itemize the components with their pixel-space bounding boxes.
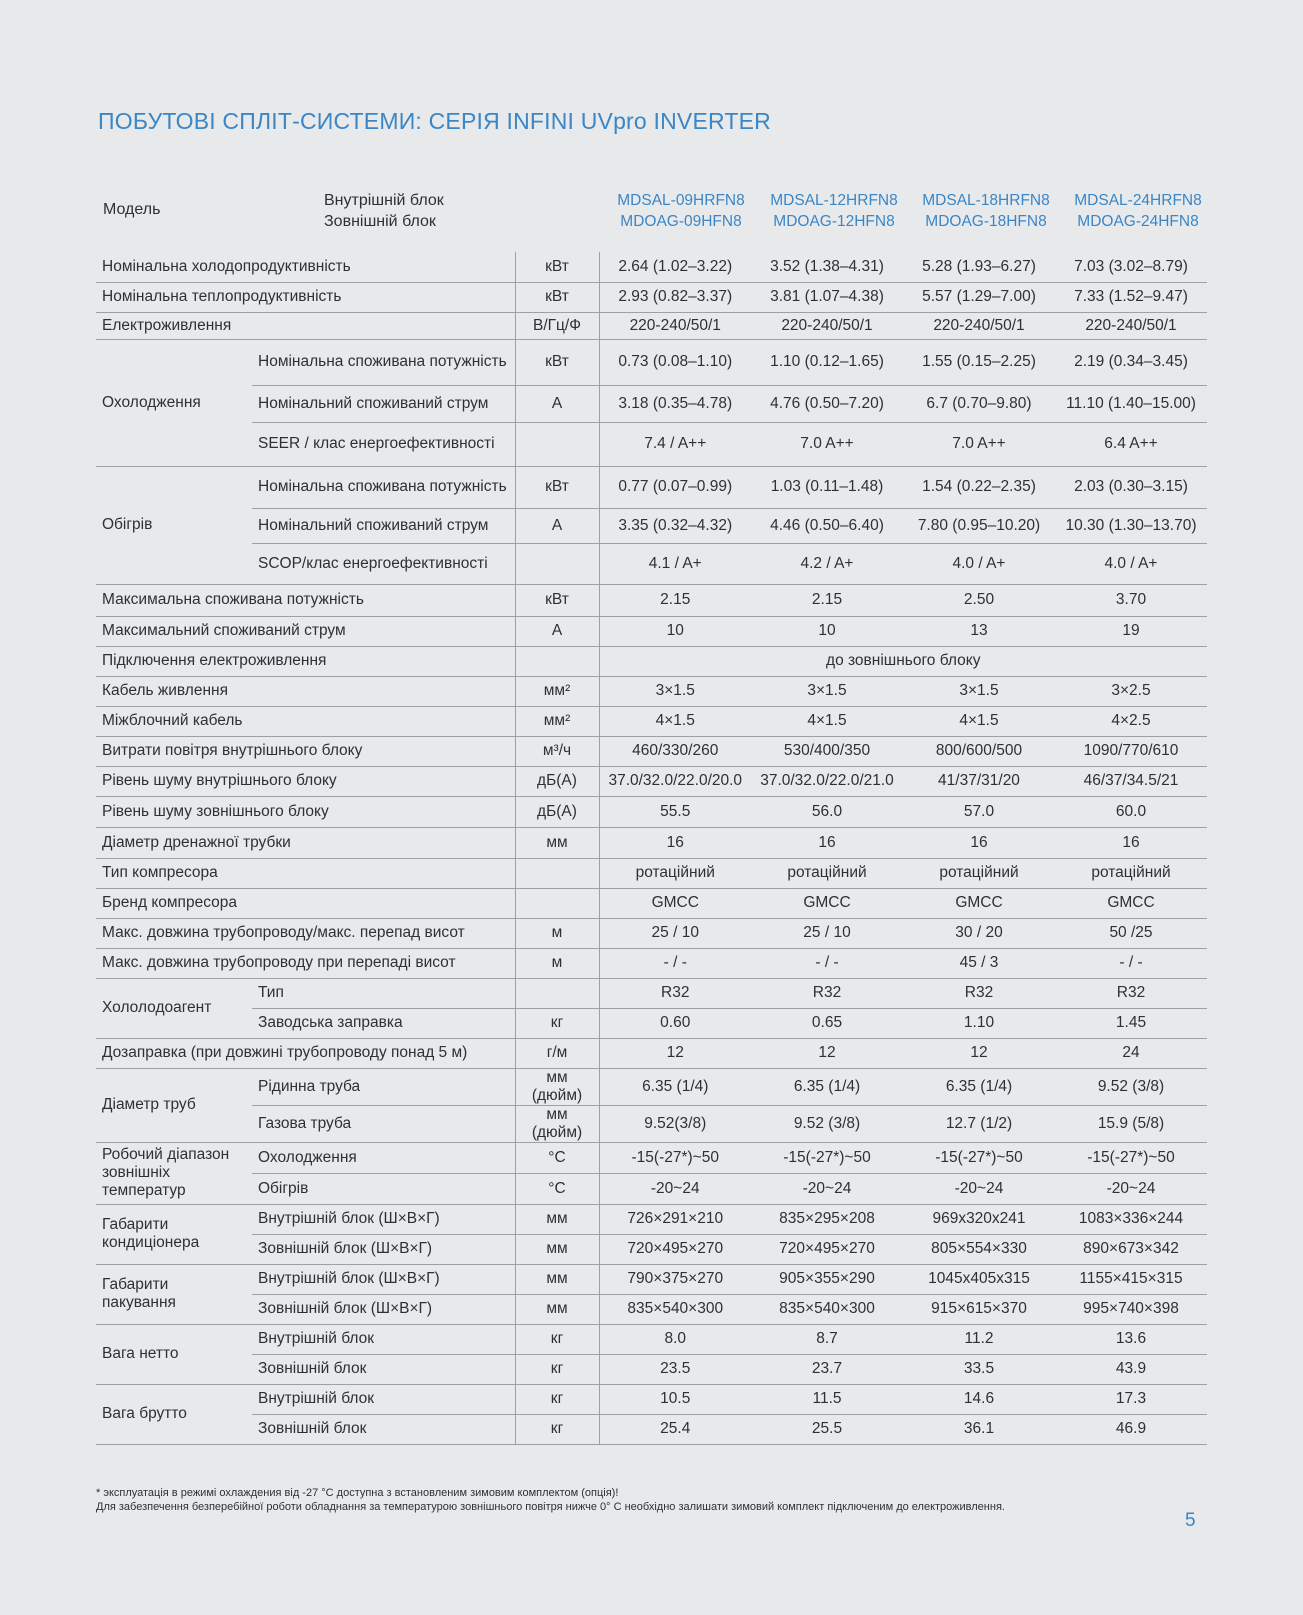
unit-labels xyxy=(324,190,444,232)
value-cell: GMCC xyxy=(1055,888,1207,918)
row-label: Внутрішній блок xyxy=(252,1324,515,1354)
value-cell: 14.6 xyxy=(903,1384,1055,1414)
row-label: Номінальна теплопродуктивність xyxy=(96,282,515,312)
value-cell: 16 xyxy=(599,827,751,858)
value-cell: 6.7 (0.70–9.80) xyxy=(903,385,1055,422)
value-cell: 915×615×370 xyxy=(903,1294,1055,1324)
value-cell: 7.0 A++ xyxy=(903,422,1055,466)
row-label: Внутрішній блок (Ш×В×Г) xyxy=(252,1264,515,1294)
table-row xyxy=(96,978,1207,1008)
unit-cell: кг xyxy=(515,1414,599,1444)
value-cell: -20~24 xyxy=(751,1173,903,1204)
value-cell: 2.50 xyxy=(903,584,1055,616)
value-cell: 1090/770/610 xyxy=(1055,736,1207,766)
value-cell: 11.10 (1.40–15.00) xyxy=(1055,385,1207,422)
value-cell: ротаційний xyxy=(751,858,903,888)
value-cell: 16 xyxy=(751,827,903,858)
value-cell: 2.03 (0.30–3.15) xyxy=(1055,466,1207,508)
table-row xyxy=(96,543,1207,584)
value-cell: 11.5 xyxy=(751,1384,903,1414)
value-cell: 46/37/34.5/21 xyxy=(1055,766,1207,796)
row-label: Витрати повітря внутрішнього блоку xyxy=(96,736,515,766)
value-cell: 7.80 (0.95–10.20) xyxy=(903,508,1055,543)
unit-cell xyxy=(515,543,599,584)
unit-cell: кВт xyxy=(515,466,599,508)
value-cell: -15(-27*)~50 xyxy=(1055,1142,1207,1173)
unit-cell xyxy=(515,888,599,918)
value-cell: 23.7 xyxy=(751,1354,903,1384)
value-cell: 1.10 xyxy=(903,1008,1055,1038)
value-cell: 5.28 (1.93–6.27) xyxy=(903,252,1055,282)
value-cell: 720×495×270 xyxy=(751,1234,903,1264)
row-label: Діаметр дренажної трубки xyxy=(96,827,515,858)
value-cell: 1.45 xyxy=(1055,1008,1207,1038)
table-row xyxy=(96,918,1207,948)
value-cell: 2.64 (1.02–3.22) xyxy=(599,252,751,282)
group-label: Охолодження xyxy=(96,339,252,466)
row-label: Рівень шуму внутрішнього блоку xyxy=(96,766,515,796)
value-cell: 37.0/32.0/22.0/21.0 xyxy=(751,766,903,796)
value-cell: 56.0 xyxy=(751,796,903,827)
unit-cell: мм xyxy=(515,1264,599,1294)
value-cell: 41/37/31/20 xyxy=(903,766,1055,796)
unit-cell xyxy=(515,978,599,1008)
table-row xyxy=(96,1354,1207,1384)
unit-cell: кг xyxy=(515,1354,599,1384)
row-label: Кабель живлення xyxy=(96,676,515,706)
table-row xyxy=(96,252,1207,282)
value-cell: 0.73 (0.08–1.10) xyxy=(599,339,751,385)
value-cell: 7.4 / A++ xyxy=(599,422,751,466)
table-row xyxy=(96,646,1207,676)
value-cell: 0.77 (0.07–0.99) xyxy=(599,466,751,508)
group-label: Габарити пакування xyxy=(96,1264,252,1324)
table-row xyxy=(96,1414,1207,1444)
indoor-model: MDSAL-12HRFN8 xyxy=(770,192,898,209)
group-label: Робочий діапазон зовнішніх температур xyxy=(96,1142,252,1204)
table-row xyxy=(96,948,1207,978)
row-label: Електроживлення xyxy=(96,312,515,339)
table-row xyxy=(96,1204,1207,1234)
value-cell: 995×740×398 xyxy=(1055,1294,1207,1324)
row-label: Газова труба xyxy=(252,1105,515,1142)
table-row xyxy=(96,1038,1207,1068)
unit-cell: г/м xyxy=(515,1038,599,1068)
unit-cell xyxy=(515,422,599,466)
value-cell: 2.19 (0.34–3.45) xyxy=(1055,339,1207,385)
table-row xyxy=(96,1008,1207,1038)
row-label: Тип компресора xyxy=(96,858,515,888)
table-row xyxy=(96,312,1207,339)
row-label: Зовнішній блок xyxy=(252,1414,515,1444)
value-cell: 16 xyxy=(903,827,1055,858)
value-cell: 4×2.5 xyxy=(1055,706,1207,736)
value-cell: 24 xyxy=(1055,1038,1207,1068)
row-label: Максимальний споживаний струм xyxy=(96,616,515,646)
unit-cell: мм xyxy=(515,1294,599,1324)
value-cell: 12 xyxy=(903,1038,1055,1068)
row-label: Підключення електроживлення xyxy=(96,646,515,676)
value-cell: 7.03 (3.02–8.79) xyxy=(1055,252,1207,282)
value-cell: 4.76 (0.50–7.20) xyxy=(751,385,903,422)
value-cell: 4.0 / A+ xyxy=(1055,543,1207,584)
value-cell: 43.9 xyxy=(1055,1354,1207,1384)
value-cell: 9.52(3/8) xyxy=(599,1105,751,1142)
value-cell: 7.33 (1.52–9.47) xyxy=(1055,282,1207,312)
value-cell: 3.52 (1.38–4.31) xyxy=(751,252,903,282)
value-cell: 12 xyxy=(599,1038,751,1068)
value-cell: 4×1.5 xyxy=(599,706,751,736)
value-cell: 25.5 xyxy=(751,1414,903,1444)
unit-cell: кг xyxy=(515,1384,599,1414)
unit-cell: кг xyxy=(515,1008,599,1038)
table-row xyxy=(96,676,1207,706)
value-cell: 790×375×270 xyxy=(599,1264,751,1294)
row-label: Зовнішній блок (Ш×В×Г) xyxy=(252,1294,515,1324)
value-cell: -20~24 xyxy=(599,1173,751,1204)
indoor-model: MDSAL-09HRFN8 xyxy=(617,192,745,209)
value-cell: 10 xyxy=(599,616,751,646)
value-cell: -15(-27*)~50 xyxy=(751,1142,903,1173)
value-cell: 3.18 (0.35–4.78) xyxy=(599,385,751,422)
table-row xyxy=(96,888,1207,918)
value-cell: 726×291×210 xyxy=(599,1204,751,1234)
unit-cell: A xyxy=(515,508,599,543)
value-cell: 905×355×290 xyxy=(751,1264,903,1294)
group-label: Обігрів xyxy=(96,466,252,584)
value-cell: 15.9 (5/8) xyxy=(1055,1105,1207,1142)
value-cell: 9.52 (3/8) xyxy=(1055,1068,1207,1105)
value-cell: 835×540×300 xyxy=(599,1294,751,1324)
group-label: Вага брутто xyxy=(96,1384,252,1444)
value-cell: 5.57 (1.29–7.00) xyxy=(903,282,1055,312)
value-cell: ротаційний xyxy=(1055,858,1207,888)
value-cell: -15(-27*)~50 xyxy=(599,1142,751,1173)
value-cell: 1.55 (0.15–2.25) xyxy=(903,339,1055,385)
outdoor-label: Зовнішній блок xyxy=(324,213,436,230)
value-cell: 4.0 / A+ xyxy=(903,543,1055,584)
value-cell: 460/330/260 xyxy=(599,736,751,766)
table-row xyxy=(96,508,1207,543)
row-label: Максимальна споживана потужність xyxy=(96,584,515,616)
row-label: Внутрішній блок (Ш×В×Г) xyxy=(252,1204,515,1234)
value-cell: 6.35 (1/4) xyxy=(903,1068,1055,1105)
row-label: Дозаправка (при довжині трубопроводу понад 5 м) xyxy=(96,1038,515,1068)
value-cell: - / - xyxy=(599,948,751,978)
outdoor-model: MDOAG-24HFN8 xyxy=(1077,213,1199,230)
unit-cell: м³/ч xyxy=(515,736,599,766)
table-row xyxy=(96,827,1207,858)
unit-cell: дБ(А) xyxy=(515,796,599,827)
table-row xyxy=(96,1294,1207,1324)
model-column-3 xyxy=(910,190,1062,232)
unit-cell xyxy=(515,646,599,676)
footnotes xyxy=(96,1486,1146,1514)
value-cell: 33.5 xyxy=(903,1354,1055,1384)
value-cell: GMCC xyxy=(751,888,903,918)
value-cell: 23.5 xyxy=(599,1354,751,1384)
indoor-model: MDSAL-18HRFN8 xyxy=(922,192,1050,209)
table-row xyxy=(96,1324,1207,1354)
value-cell: 11.2 xyxy=(903,1324,1055,1354)
unit-cell: кВт xyxy=(515,339,599,385)
table-row xyxy=(96,706,1207,736)
value-cell: 4×1.5 xyxy=(751,706,903,736)
unit-cell: мм (дюйм) xyxy=(515,1105,599,1142)
value-cell: 6.35 (1/4) xyxy=(751,1068,903,1105)
value-cell: -20~24 xyxy=(903,1173,1055,1204)
value-cell: 60.0 xyxy=(1055,796,1207,827)
value-cell: 55.5 xyxy=(599,796,751,827)
value-cell: 8.7 xyxy=(751,1324,903,1354)
value-cell: 1155×415×315 xyxy=(1055,1264,1207,1294)
value-cell: 220-240/50/1 xyxy=(751,312,903,339)
merged-value-cell: до зовнішнього блоку xyxy=(599,646,1207,676)
value-cell: 45 / 3 xyxy=(903,948,1055,978)
value-cell: 3×1.5 xyxy=(903,676,1055,706)
value-cell: 2.15 xyxy=(751,584,903,616)
unit-cell: мм (дюйм) xyxy=(515,1068,599,1105)
value-cell: 19 xyxy=(1055,616,1207,646)
row-label: Міжблочний кабель xyxy=(96,706,515,736)
value-cell: 720×495×270 xyxy=(599,1234,751,1264)
table-row xyxy=(96,1173,1207,1204)
row-label: Зовнішній блок xyxy=(252,1354,515,1384)
value-cell: -20~24 xyxy=(1055,1173,1207,1204)
row-label: Рівень шуму зовнішнього блоку xyxy=(96,796,515,827)
value-cell: 10.5 xyxy=(599,1384,751,1414)
row-label: Зовнішній блок (Ш×В×Г) xyxy=(252,1234,515,1264)
value-cell: GMCC xyxy=(903,888,1055,918)
row-label: Обігрів xyxy=(252,1173,515,1204)
value-cell: 1.03 (0.11–1.48) xyxy=(751,466,903,508)
value-cell: 50 /25 xyxy=(1055,918,1207,948)
row-label: Номінальний споживаний струм xyxy=(252,508,515,543)
model-label: Модель xyxy=(103,201,161,218)
value-cell: 25 / 10 xyxy=(599,918,751,948)
value-cell: - / - xyxy=(751,948,903,978)
value-cell: 220-240/50/1 xyxy=(1055,312,1207,339)
value-cell: 12.7 (1/2) xyxy=(903,1105,1055,1142)
unit-cell: A xyxy=(515,385,599,422)
table-row xyxy=(96,584,1207,616)
value-cell: 835×540×300 xyxy=(751,1294,903,1324)
value-cell: 3×1.5 xyxy=(751,676,903,706)
value-cell: 6.35 (1/4) xyxy=(599,1068,751,1105)
unit-cell: A xyxy=(515,616,599,646)
value-cell: 4×1.5 xyxy=(903,706,1055,736)
value-cell: 3×2.5 xyxy=(1055,676,1207,706)
unit-cell: мм² xyxy=(515,676,599,706)
table-row xyxy=(96,796,1207,827)
unit-cell: мм xyxy=(515,1234,599,1264)
group-label: Габарити кондиціонера xyxy=(96,1204,252,1264)
footnote-power: Для забезпечення безперебійної роботи обладнання за температурою зовнішнього повітря нижче 0° C необхідно залишати зимовий комплект підключеним до електроживлення. xyxy=(96,1501,1005,1513)
value-cell: 220-240/50/1 xyxy=(599,312,751,339)
row-label: Макс. довжина трубопроводу при перепаді висот xyxy=(96,948,515,978)
table-row xyxy=(96,1264,1207,1294)
value-cell: 10 xyxy=(751,616,903,646)
row-label: Рідинна труба xyxy=(252,1068,515,1105)
value-cell: 16 xyxy=(1055,827,1207,858)
row-label: Тип xyxy=(252,978,515,1008)
indoor-model: MDSAL-24HRFN8 xyxy=(1074,192,1202,209)
value-cell: 4.46 (0.50–6.40) xyxy=(751,508,903,543)
value-cell: 17.3 xyxy=(1055,1384,1207,1414)
unit-cell: м xyxy=(515,918,599,948)
footnote-frost-kit: * эксплуатація в режимі охлаждения від -27 °C доступна з встановленим зимовим комплектом (опція)! xyxy=(96,1487,619,1499)
value-cell: 800/600/500 xyxy=(903,736,1055,766)
unit-cell: °C xyxy=(515,1142,599,1173)
value-cell: 25.4 xyxy=(599,1414,751,1444)
value-cell: 4.1 / A+ xyxy=(599,543,751,584)
value-cell: 12 xyxy=(751,1038,903,1068)
value-cell: 1.10 (0.12–1.65) xyxy=(751,339,903,385)
value-cell: 7.0 A++ xyxy=(751,422,903,466)
value-cell: 10.30 (1.30–13.70) xyxy=(1055,508,1207,543)
value-cell: 530/400/350 xyxy=(751,736,903,766)
row-label: SEER / клас енергоефективності xyxy=(252,422,515,466)
group-label: Вага нетто xyxy=(96,1324,252,1384)
value-cell: 0.60 xyxy=(599,1008,751,1038)
row-label: Охолодження xyxy=(252,1142,515,1173)
unit-cell: кВт xyxy=(515,282,599,312)
row-label: Номінальна споживана потужність xyxy=(252,339,515,385)
value-cell: ротаційний xyxy=(903,858,1055,888)
value-cell: 6.4 A++ xyxy=(1055,422,1207,466)
table-row xyxy=(96,1142,1207,1173)
unit-cell: м xyxy=(515,948,599,978)
outdoor-model: MDOAG-09HFN8 xyxy=(620,213,742,230)
value-cell: 890×673×342 xyxy=(1055,1234,1207,1264)
value-cell: 36.1 xyxy=(903,1414,1055,1444)
value-cell: 805×554×330 xyxy=(903,1234,1055,1264)
value-cell: -15(-27*)~50 xyxy=(903,1142,1055,1173)
value-cell: GMCC xyxy=(599,888,751,918)
value-cell: R32 xyxy=(599,978,751,1008)
table-row xyxy=(96,766,1207,796)
outdoor-model: MDOAG-18HFN8 xyxy=(925,213,1047,230)
value-cell: 2.93 (0.82–3.37) xyxy=(599,282,751,312)
table-row xyxy=(96,422,1207,466)
row-label: Номінальна споживана потужність xyxy=(252,466,515,508)
value-cell: R32 xyxy=(751,978,903,1008)
value-cell: 3.70 xyxy=(1055,584,1207,616)
value-cell: 2.15 xyxy=(599,584,751,616)
value-cell: ротаційний xyxy=(599,858,751,888)
row-label: Бренд компресора xyxy=(96,888,515,918)
value-cell: 25 / 10 xyxy=(751,918,903,948)
value-cell: R32 xyxy=(903,978,1055,1008)
value-cell: 1083×336×244 xyxy=(1055,1204,1207,1234)
group-label: Хололодоагент xyxy=(96,978,252,1038)
unit-cell: кВт xyxy=(515,252,599,282)
row-label: Макс. довжина трубопроводу/макс. перепад висот xyxy=(96,918,515,948)
table-row xyxy=(96,1384,1207,1414)
value-cell: 3.35 (0.32–4.32) xyxy=(599,508,751,543)
value-cell: 835×295×208 xyxy=(751,1204,903,1234)
table-row xyxy=(96,736,1207,766)
outdoor-model: MDOAG-12HFN8 xyxy=(773,213,895,230)
value-cell: 0.65 xyxy=(751,1008,903,1038)
value-cell: 13.6 xyxy=(1055,1324,1207,1354)
group-label: Діаметр труб xyxy=(96,1068,252,1142)
value-cell: R32 xyxy=(1055,978,1207,1008)
indoor-label: Внутрішній блок xyxy=(324,192,444,209)
model-column-4 xyxy=(1062,190,1214,232)
table-row xyxy=(96,1068,1207,1105)
unit-cell: кВт xyxy=(515,584,599,616)
unit-cell xyxy=(515,858,599,888)
value-cell: 1.54 (0.22–2.35) xyxy=(903,466,1055,508)
unit-cell: мм xyxy=(515,1204,599,1234)
row-label: Номінальний споживаний струм xyxy=(252,385,515,422)
row-label: Номінальна холодопродуктивність xyxy=(96,252,515,282)
row-label: Заводська заправка xyxy=(252,1008,515,1038)
row-label: SCOP/клас енергоефективності xyxy=(252,543,515,584)
value-cell: 1045x405x315 xyxy=(903,1264,1055,1294)
unit-cell: дБ(А) xyxy=(515,766,599,796)
table-row xyxy=(96,1105,1207,1142)
table-row xyxy=(96,1234,1207,1264)
spec-table xyxy=(96,252,1207,1445)
value-cell: 8.0 xyxy=(599,1324,751,1354)
unit-cell: мм² xyxy=(515,706,599,736)
unit-cell: мм xyxy=(515,827,599,858)
value-cell: 30 / 20 xyxy=(903,918,1055,948)
table-row xyxy=(96,282,1207,312)
table-row xyxy=(96,616,1207,646)
value-cell: 3.81 (1.07–4.38) xyxy=(751,282,903,312)
table-row xyxy=(96,466,1207,508)
page-number: 5 xyxy=(1185,1510,1196,1531)
value-cell: 220-240/50/1 xyxy=(903,312,1055,339)
value-cell: 969x320x241 xyxy=(903,1204,1055,1234)
value-cell: 46.9 xyxy=(1055,1414,1207,1444)
model-column-1 xyxy=(605,190,757,232)
value-cell: 37.0/32.0/22.0/20.0 xyxy=(599,766,751,796)
unit-cell: °C xyxy=(515,1173,599,1204)
unit-cell: кг xyxy=(515,1324,599,1354)
table-row xyxy=(96,858,1207,888)
value-cell: - / - xyxy=(1055,948,1207,978)
page-title: ПОБУТОВІ СПЛІТ-СИСТЕМИ: СЕРІЯ INFINI UVpro INVERTER xyxy=(98,108,771,134)
table-row xyxy=(96,385,1207,422)
value-cell: 13 xyxy=(903,616,1055,646)
model-column-2 xyxy=(758,190,910,232)
row-label: Внутрішній блок xyxy=(252,1384,515,1414)
value-cell: 3×1.5 xyxy=(599,676,751,706)
value-cell: 9.52 (3/8) xyxy=(751,1105,903,1142)
table-row xyxy=(96,339,1207,385)
unit-cell: В/Гц/Ф xyxy=(515,312,599,339)
value-cell: 4.2 / A+ xyxy=(751,543,903,584)
value-cell: 57.0 xyxy=(903,796,1055,827)
